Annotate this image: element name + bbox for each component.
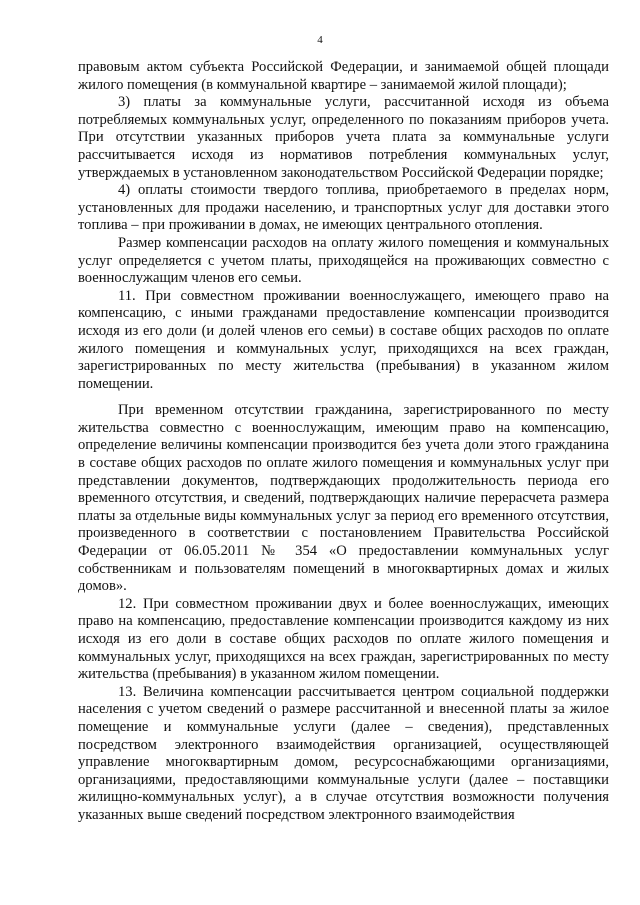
paragraph-spacer [78,393,609,402]
paragraph-compensation-size: Размер компенсации расходов на оплату жилого помещения и коммунальных услуг определяется с учетом платы, приходящейся на проживающих совместно с военнослужащим членов его семьи. [78,234,609,287]
document-body [78,59,609,825]
paragraph-12: 12. При совместном проживании двух и более военнослужащих, имеющих право на компенсацию, предоставление компенсации производится каждому из них исходя из его доли в составе общих расходов по оплате жилого помещения и коммунальных услуг, приходящихся на всех граждан, зарегистрированных по месту жительства (пребывания) в указанном жилом помещении. [78,595,609,683]
page-number: 4 [317,34,323,46]
paragraph-11: 11. При совместном проживании военнослужащего, имеющего право на компенсацию, с иными гражданами предоставление компенсации производится исходя из его доли (и долей членов его семьи) в составе общих расходов по оплате жилого помещения и коммунальных услуг, приходящихся на всех граждан, зарегистрированных по месту жительства (пребывания) в указанном жилом помещении. [78,287,609,392]
paragraph-continuation: правовым актом субъекта Российской Федерации, и занимаемой общей площади жилого помещения (в коммунальной квартире – занимаемой жилой площади); [78,59,609,93]
paragraph-13: 13. Величина компенсации рассчитывается центром социальной поддержки населения с учетом сведений о размере рассчитанной и внесенной платы за жилое помещение и коммунальные услуги (далее – сведения), представленных посредством электронного взаимодействия организацией, осуществляющей управление многоквартирным домом, ресурсоснабжающими организациями, организациями, предоставляющими коммунальные услуги (далее – поставщики жилищно-коммунальных услуг), а в случае отсутствия возможности получения указанных выше сведений посредством электронного взаимодействия [78,683,609,823]
paragraph-item-4: 4) оплаты стоимости твердого топлива, приобретаемого в пределах норм, установленных для продажи населению, и транспортных услуг для доставки этого топлива – при проживании в домах, не имеющих центрального отопления. [78,182,609,234]
paragraph-temporary-absence: При временном отсутствии гражданина, зарегистрированного по месту жительства совместно с военнослужащим, имеющим право на компенсацию, определение величины компенсации производится без учета доли этого гражданина в составе общих расходов по оплате жилого помещения и коммунальных услуг при представлении документов, подтверждающих продолжительность периода его временного отсутствия, и сведений, подтверждающих наличие перерасчета размера платы за отдельные виды коммунальных услуг за период его временного отсутствия, произведенного в соответствии с постановлением Правительства Российской Федерации от 06.05.2011 № 354 «О предоставлении коммунальных услуг собственникам и пользователям помещений в многоквартирных домах и жилых домов». [78,402,609,595]
paragraph-item-3: 3) платы за коммунальные услуги, рассчитанной исходя из объема потребляемых коммунальных услуг, определенного по показаниям приборов учета. При отсутствии указанных приборов учета плата за коммунальные услуги рассчитывается исходя из нормативов потребления коммунальных услуг, утверждаемых в установленном законодательством Российской Федерации порядке; [78,94,609,181]
